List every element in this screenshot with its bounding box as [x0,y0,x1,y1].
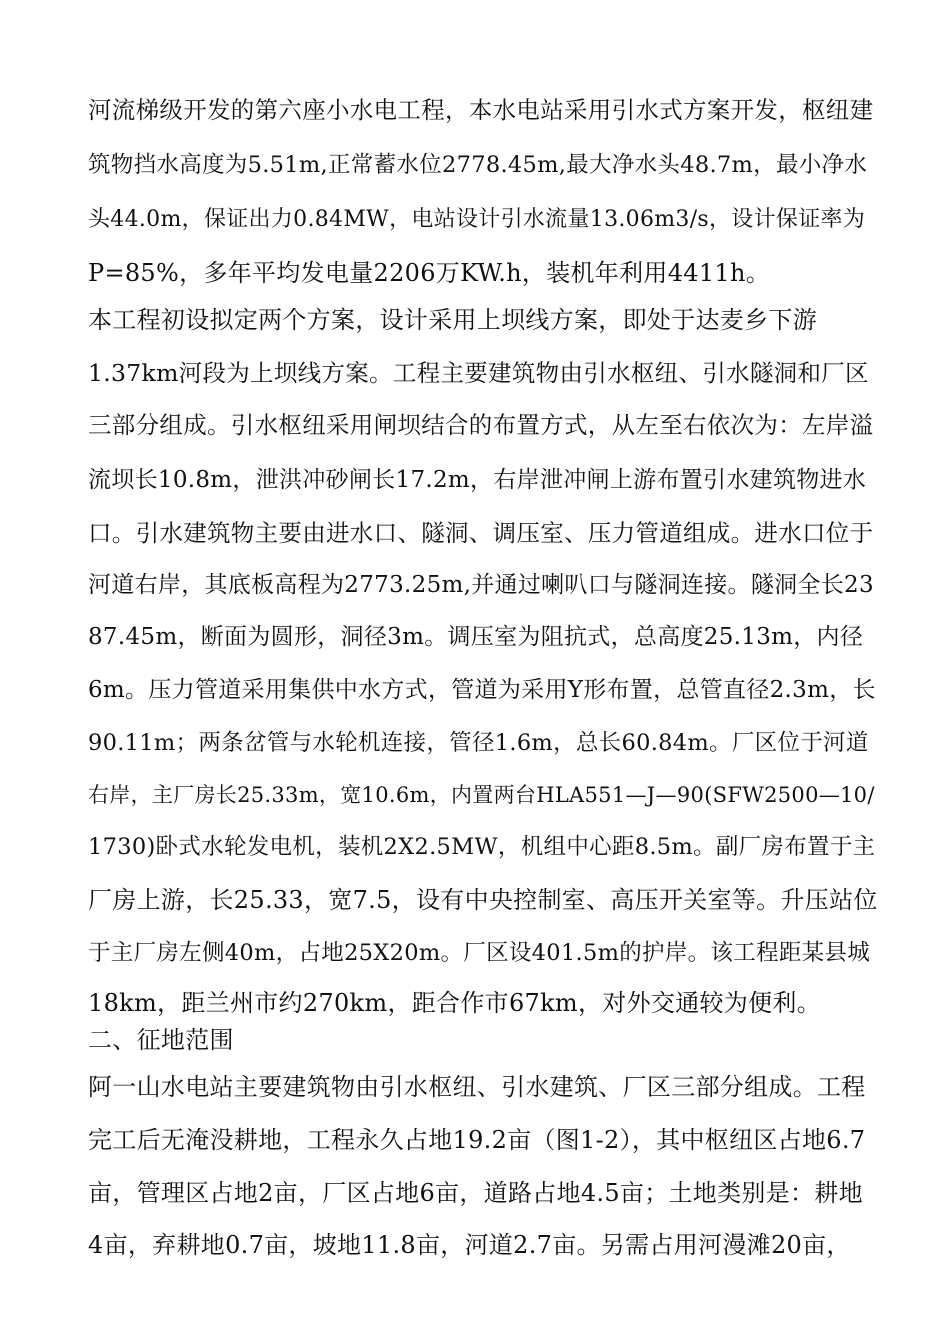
scheme-line-13: 于主厂房左侧40m，占地25X20m。厂区设401.5m的护岸。该工程距某县城 [88,940,871,966]
overview-line-1: 河流梯级开发的第六座小水电工程，本水电站采用引水式方案开发，枢纽建 [88,96,874,124]
overview-line-4: P=85%，多年平均发电量2206万KW.h，装机年利用4411h。 [88,259,771,287]
scheme-line-3: 三部分组成。引水枢纽采用闸坝结合的布置方式，从左至右依次为：左岸溢 [88,411,874,439]
scheme-line-7: 87.45m，断面为圆形，洞径3m。调压室为阻抗式，总高度25.13m，内径 [88,624,864,650]
land-line-3: 亩，管理区占地2亩，厂区占地6亩，道路占地4.5亩；土地类别是：耕地 [88,1179,863,1207]
land-line-1: 阿一山水电站主要建筑物由引水枢纽、引水建筑、厂区三部分组成。工程 [88,1073,866,1101]
scheme-line-5: 口。引水建筑物主要由进水口、隧洞、调压室、压力管道组成。进水口位于 [88,519,874,547]
scheme-line-12: 厂房上游，长25.33，宽7.5，设有中央控制室、高压开关室等。升压站位 [88,886,878,914]
overview-line-3: 头44.0m，保证出力0.84MW，电站设计引水流量13.06m3/s，设计保证率为 [88,207,866,232]
overview-line-2: 筑物挡水高度为5.51m,正常蓄水位2778.45m,最大净水头48.7m，最小净水 [88,152,868,178]
scheme-line-6: 河道右岸，其底板高程为2773.25m,并通过喇叭口与隧洞连接。隧洞全长23 [88,572,874,598]
land-line-4: 4亩，弃耕地0.7亩，坡地11.8亩，河道2.7亩。另需占用河漫滩20亩， [88,1231,851,1259]
land-line-2: 完工后无淹没耕地，工程永久占地19.2亩（图1-2），其中枢纽区占地6.7 [88,1126,866,1154]
section-heading: 二、征地范围 [88,1026,234,1054]
scheme-line-8: 6m。压力管道采用集供中水方式，管道为采用Y形布置，总管直径2.3m，长 [88,677,876,703]
scheme-line-10: 右岸，主厂房长25.33m，宽10.6m，内置两台HLA551—J—90(SFW2500—10/ [88,783,875,807]
scheme-line-2: 1.37km河段为上坝线方案。工程主要建筑物由引水枢纽、引水隧洞和厂区 [88,359,869,387]
scheme-line-11: 1730)卧式水轮发电机，装机2X2.5MW，机组中心距8.5m。副厂房布置于主 [88,834,876,860]
scheme-line-9: 90.11m；两条岔管与水轮机连接，管径1.6m，总长60.84m。厂区位于河道 [88,730,869,756]
scheme-line-14: 18km，距兰州市约270km，距合作市67km，对外交通较为便利。 [88,989,821,1017]
scheme-line-1: 本工程初设拟定两个方案，设计采用上坝线方案，即处于达麦乡下游 [88,306,817,334]
scheme-line-4: 流坝长10.8m，泄洪冲砂闸长17.2m，右岸泄冲闸上游布置引水建筑物进水 [88,467,867,493]
